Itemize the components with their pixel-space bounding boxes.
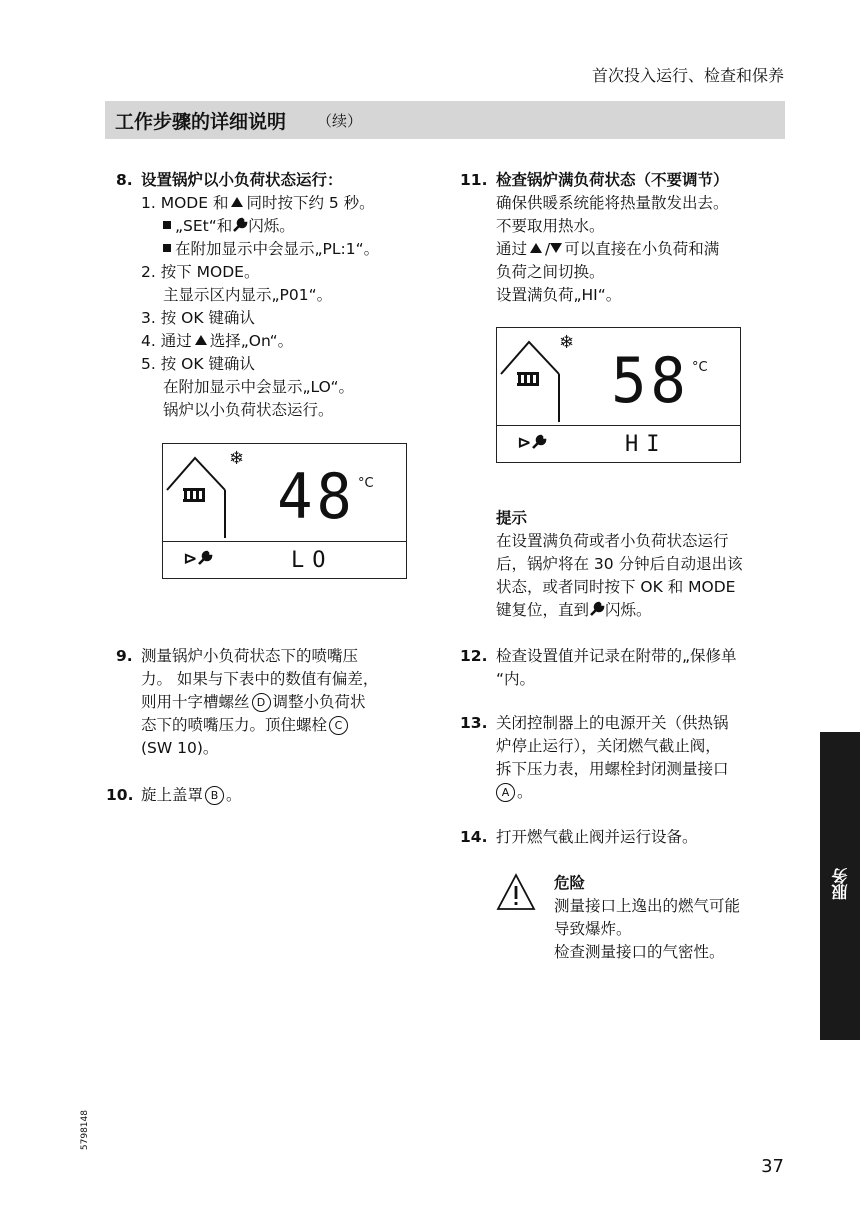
step-number: 11. <box>460 171 488 189</box>
step-line <box>496 238 719 261</box>
text: 可以直接在小负荷和满 <box>564 240 720 258</box>
step-line <box>141 691 366 714</box>
doc-number: 5798148 <box>80 1110 90 1151</box>
text: / <box>545 240 551 258</box>
flame-wrench-icon: ⊳ <box>183 549 213 569</box>
step-number: 8. <box>116 171 133 189</box>
text: 键复位，直到 <box>496 601 590 619</box>
label-a-marker: A <box>496 783 515 802</box>
step-line: (SW 10)。 <box>141 739 219 757</box>
flame-wrench-icon: ⊳ <box>517 433 547 453</box>
side-tab-label: 服务 <box>831 868 850 900</box>
step-line: 在附加显示中会显示„LO“。 <box>163 378 355 396</box>
step-line: 打开燃气截止阀并运行设备。 <box>496 828 698 846</box>
step-line: “内。 <box>496 670 536 688</box>
snowflake-icon: ❄ <box>229 448 245 469</box>
step-line: 锅炉以小负荷状态运行。 <box>163 401 334 419</box>
wrench-icon <box>232 217 248 233</box>
text: 通过 <box>496 240 528 258</box>
step-line: 主显示区内显示„P01“。 <box>163 286 333 304</box>
text: 调整小负荷状 <box>272 693 366 711</box>
page-title-suffix: （续） <box>317 112 363 130</box>
wrench-icon <box>589 601 605 617</box>
lcd-sub-value: HI <box>625 432 668 457</box>
lcd-divider <box>497 425 740 426</box>
text: 在附加显示中会显示„PL:1“。 <box>175 240 380 258</box>
danger-line: 检查测量接口的气密性。 <box>554 943 725 961</box>
text: 则用十字槽螺丝 <box>141 693 250 711</box>
bullet-square-icon <box>163 244 171 252</box>
wrench-icon <box>197 550 213 566</box>
step-line: 关闭控制器上的电源开关（供热锅 <box>496 714 729 732</box>
lcd-display-full-load <box>496 327 741 463</box>
step-line <box>163 238 379 261</box>
text: 同时按下约 5 秒。 <box>246 194 375 212</box>
hint-line <box>496 599 652 622</box>
step-line: 力。 如果与下表中的数值有偏差， <box>141 670 379 688</box>
step-line: 不要取用热水。 <box>496 217 605 235</box>
page-number: 37 <box>761 1156 784 1177</box>
step-line <box>494 781 533 804</box>
text: 1. MODE 和 <box>141 194 229 212</box>
step-line <box>141 330 293 353</box>
step-title: 检查锅炉满负荷状态（不要调节） <box>496 171 729 189</box>
danger-title: 危险 <box>554 874 586 892</box>
title-bar <box>105 101 785 139</box>
label-b-marker: B <box>205 786 224 805</box>
text: 选择„On“。 <box>209 332 294 350</box>
step-line: 炉停止运行），关闭燃气截止阀， <box>496 737 721 755</box>
up-arrow-icon <box>530 243 542 253</box>
step-line: 拆下压力表，用螺栓封闭测量接口 <box>496 760 729 778</box>
hint-line: 后，锅炉将在 30 分钟后自动退出该 <box>496 555 743 573</box>
text: 4. 通过 <box>141 332 192 350</box>
step-number: 10. <box>106 786 134 804</box>
lcd-unit: °C <box>692 360 708 375</box>
page-title: 工作步骤的详细说明 <box>115 111 287 133</box>
hint-line: 状态，或者同时按下 OK 和 MODE <box>496 578 736 596</box>
lcd-divider <box>163 541 406 542</box>
lcd-main-value: 48 <box>277 460 356 533</box>
hint-title: 提示 <box>496 509 528 527</box>
lcd-display-low-load <box>162 443 407 579</box>
step-line: 负荷之间切换。 <box>496 263 605 281</box>
section-header: 首次投入运行、检查和保养 <box>591 66 784 85</box>
step-number: 12. <box>460 647 488 665</box>
step-number: 13. <box>460 714 488 732</box>
snowflake-icon: ❄ <box>559 332 575 353</box>
danger-line: 测量接口上逸出的燃气可能 <box>554 897 741 915</box>
text: „SEt“和 <box>175 217 233 235</box>
step-line: 2. 按下 MODE。 <box>141 263 260 281</box>
step-line: 5. 按 OK 键确认 <box>141 355 255 373</box>
text: 。 <box>517 783 533 801</box>
step-line <box>141 192 375 215</box>
lcd-sub-value: LO <box>291 548 334 573</box>
down-arrow-icon <box>550 243 562 253</box>
step-number: 14. <box>460 828 488 846</box>
wrench-icon <box>531 434 547 450</box>
step-line <box>141 714 350 737</box>
warning-triangle-icon <box>496 873 536 911</box>
step-line <box>141 784 242 807</box>
text: 旋上盖罩 <box>141 786 204 804</box>
text: 态下的喷嘴压力。顶住螺栓 <box>141 716 328 734</box>
step-line: 设置满负荷„HI“。 <box>496 286 622 304</box>
up-arrow-icon <box>231 197 243 207</box>
side-tab <box>820 732 860 1040</box>
step-title: 设置锅炉以小负荷状态运行： <box>141 171 343 189</box>
step-line: 确保供暖系统能将热量散发出去。 <box>496 194 729 212</box>
hint-line: 在设置满负荷或者小负荷状态运行 <box>496 532 729 550</box>
label-c-marker: C <box>329 716 348 735</box>
text: 闪烁。 <box>605 601 652 619</box>
step-line: 检查设置值并记录在附带的„保修单 <box>496 647 737 665</box>
lcd-main-value: 58 <box>611 344 690 417</box>
text: 。 <box>226 786 242 804</box>
bullet-square-icon <box>163 221 171 229</box>
step-line: 3. 按 OK 键确认 <box>141 309 255 327</box>
step-number: 9. <box>116 647 133 665</box>
text: 闪烁。 <box>248 217 295 235</box>
step-line <box>163 215 295 238</box>
danger-line: 导致爆炸。 <box>554 920 632 938</box>
label-d-marker: D <box>252 693 271 712</box>
lcd-unit: °C <box>358 476 374 491</box>
step-line: 测量锅炉小负荷状态下的喷嘴压 <box>141 647 359 665</box>
up-arrow-icon <box>195 335 207 345</box>
